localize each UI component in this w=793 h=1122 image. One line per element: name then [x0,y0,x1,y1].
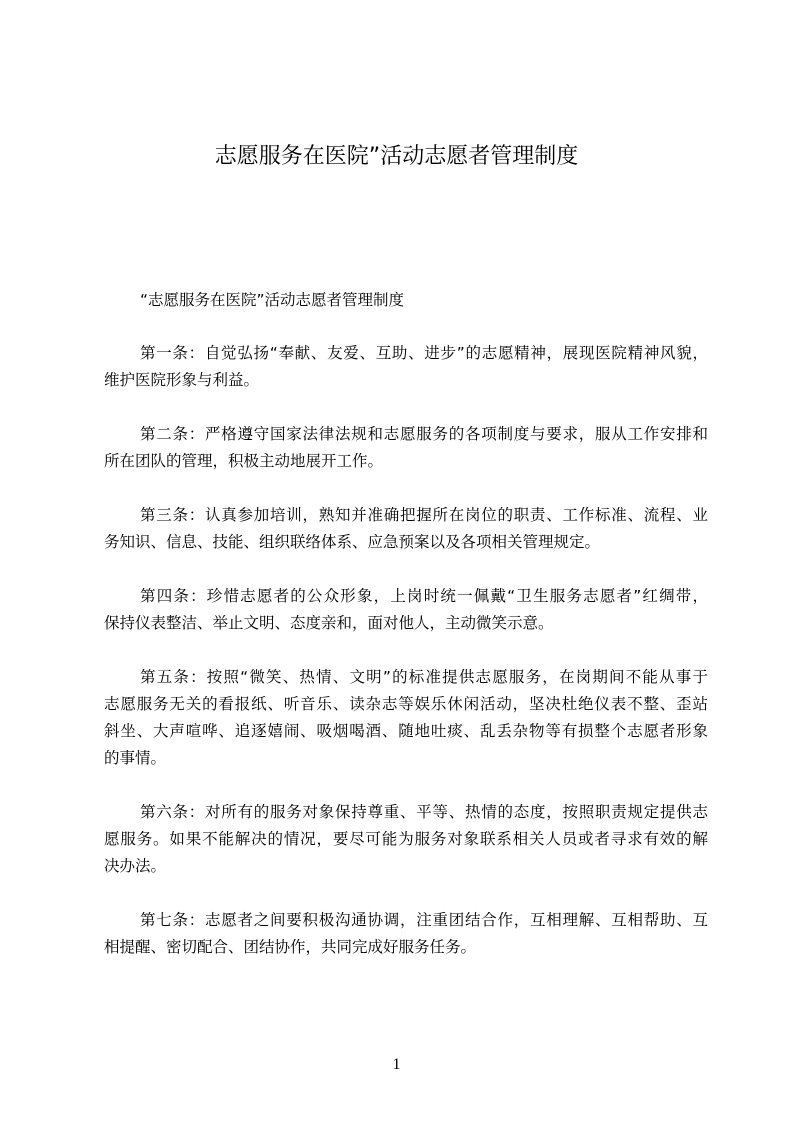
paragraph-line: 务知识、信息、技能、组织联络体系、应急预案以及各项相关管理规定。 [104,533,601,551]
paragraph-line: 维护医院形象与利益。 [104,371,260,389]
paragraph-line: 第四条：珍惜志愿者的公众形象，上岗时统一佩戴“卫生服务志愿者”红绸带， [140,587,708,605]
paragraph-line: 第五条：按照“微笑、热情、文明”的标准提供志愿服务，在岗期间不能从事于 [140,668,708,686]
paragraph-line: 第六条：对所有的服务对象保持尊重、平等、热情的态度，按照职责规定提供志 [140,803,708,821]
paragraph-line: 的事情。 [104,749,167,767]
document-title: 志愿服务在医院”活动志愿者管理制度 [214,144,579,169]
paragraph-line: 决办法。 [104,857,167,875]
paragraph-line: 第二条：严格遵守国家法律法规和志愿服务的各项制度与要求，服从工作安排和 [140,425,708,443]
paragraph-line: 保持仪表整洁、举止文明、态度亲和，面对他人，主动微笑示意。 [104,614,554,632]
page-number: 1 [392,1056,401,1073]
paragraph-line: 第七条：志愿者之间要积极沟通协调，注重团结合作，互相理解、互相帮助、互 [140,911,708,929]
paragraph-line: 所在团队的管理，积极主动地展开工作。 [104,452,384,470]
paragraph-line: 第一条：自觉弘扬“奉献、友爱、互助、进步”的志愿精神，展现医院精神风貌， [140,344,708,362]
paragraph-line: 相提醒、密切配合、团结协作，共同完成好服务任务。 [104,938,477,956]
paragraph-line: 第三条：认真参加培训，熟知并准确把握所在岗位的职责、工作标准、流程、业 [140,506,708,524]
paragraph-line: 愿服务。如果不能解决的情况，要尽可能为服务对象联系相关人员或者寻求有效的解 [104,830,708,848]
subtitle: “志愿服务在医院”活动志愿者管理制度 [140,291,405,309]
paragraph-line: 斜坐、大声喧哗、追逐嬉闹、吸烟喝酒、随地吐痰、乱丢杂物等有损整个志愿者形象 [104,722,708,740]
paragraph-line: 志愿服务无关的看报纸、听音乐、读杂志等娱乐休闲活动，坚决杜绝仪表不整、歪站 [104,695,708,713]
